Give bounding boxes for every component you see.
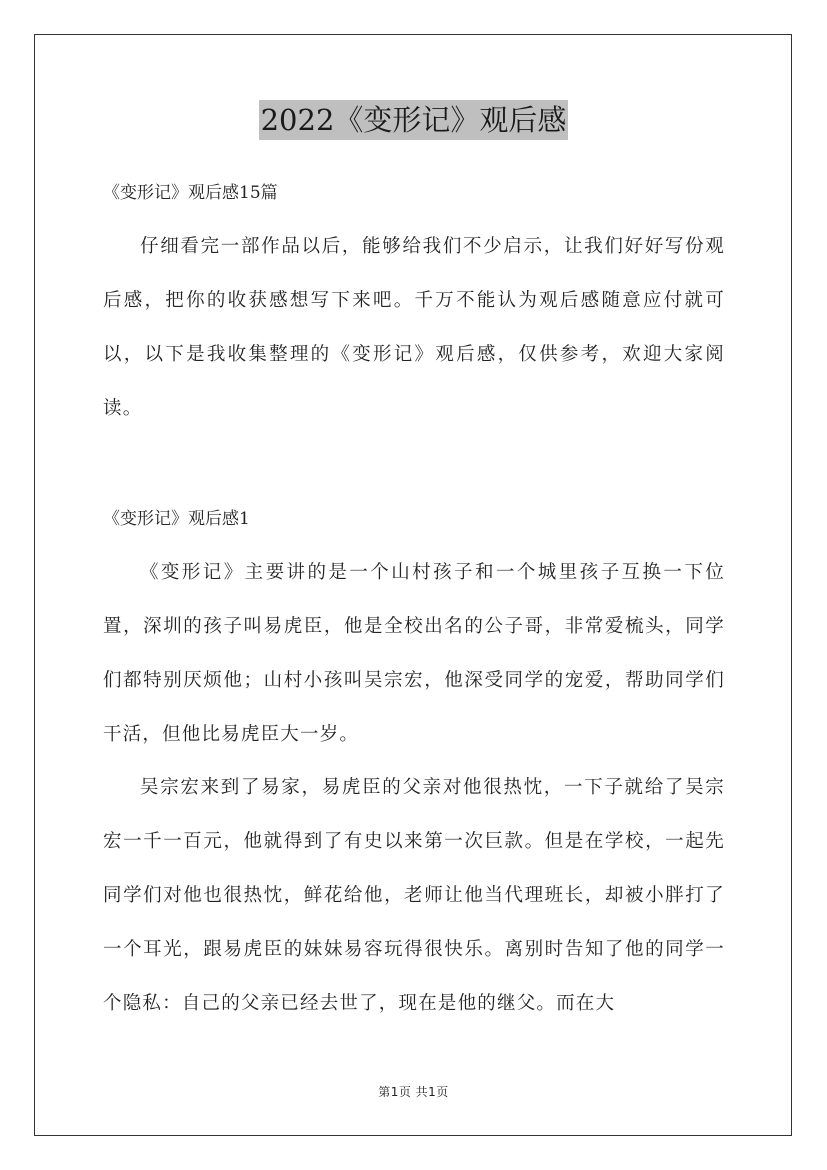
document-title: 2022《变形记》观后感 (259, 100, 569, 140)
intro-paragraph: 仔细看完一部作品以后，能够给我们不少启示，让我们好好写份观后感，把你的收获感想写下来吧。千万不能认为观后感随意应付就可以，以下是我收集整理的《变形记》观后感，仅供参考，欢迎大家阅读。 (103, 236, 725, 419)
title-container (0, 100, 827, 140)
body-paragraph-1: 《变形记》主要讲的是一个山村孩子和一个城里孩子互换一下位置，深圳的孩子叫易虎臣，他是全校出名的公子哥，非常爱梳头，同学们都特别厌烦他；山村小孩叫吴宗宏，他深受同学的宠爱，帮助同学们干活，但他比易虎臣大一岁。 (103, 562, 725, 745)
document-subtitle: 《变形记》观后感15篇 (103, 183, 278, 203)
body-paragraph-2: 吴宗宏来到了易家，易虎臣的父亲对他很热忱，一下子就给了吴宗宏一千一百元，他就得到了有史以来第一次巨款。但是在学校，一起先同学们对他也很热忱，鲜花给他，老师让他当代理班长，却被小胖打了一个耳光，跟易虎臣的妹妹易容玩得很快乐。离别时告知了他的同学一个隐私：自己的父亲已经去世了，现在是他的继父。而在大 (103, 777, 725, 1014)
page-footer: 第1页 共1页 (378, 1085, 449, 1099)
section-heading: 《变形记》观后感1 (103, 509, 250, 529)
